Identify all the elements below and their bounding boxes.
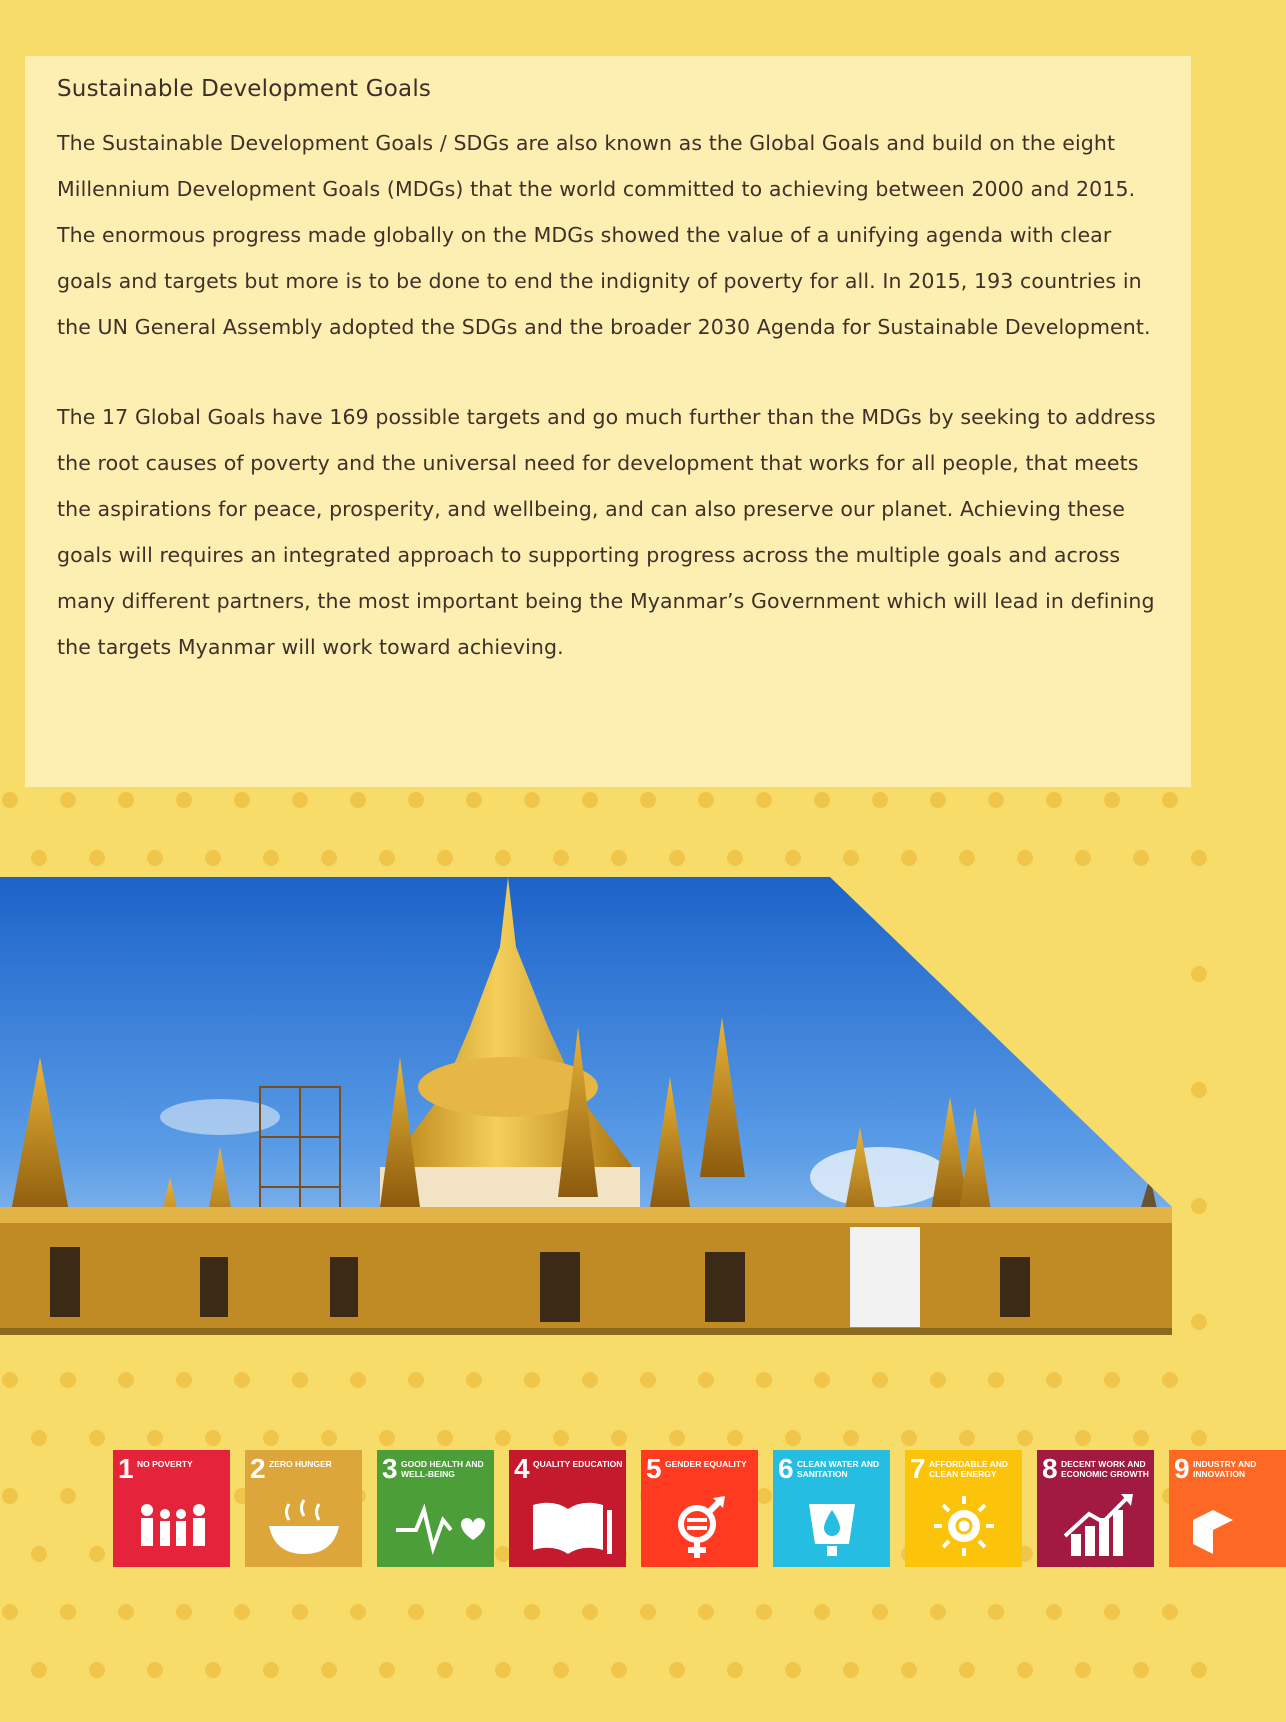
polka-dot — [611, 850, 627, 866]
page-title: Sustainable Development Goals — [57, 76, 432, 102]
polka-dot — [843, 850, 859, 866]
polka-dot — [1104, 1372, 1120, 1388]
polka-dot — [176, 792, 192, 808]
polka-dot — [321, 1430, 337, 1446]
polka-dot — [930, 1604, 946, 1620]
polka-dot — [292, 792, 308, 808]
polka-dot — [263, 1662, 279, 1678]
polka-dot — [1017, 1430, 1033, 1446]
sdg-tile-7 — [905, 1450, 1022, 1567]
polka-dot — [582, 1372, 598, 1388]
polka-dot — [1191, 1314, 1207, 1330]
polka-dot — [1104, 792, 1120, 808]
water-drop-icon — [787, 1490, 877, 1560]
text-panel — [25, 56, 1191, 787]
polka-dot — [756, 792, 772, 808]
polka-dot — [1162, 792, 1178, 808]
polka-dot — [89, 1662, 105, 1678]
polka-dot — [379, 1662, 395, 1678]
polka-dot — [814, 792, 830, 808]
polka-dot — [611, 1662, 627, 1678]
polka-dot — [930, 792, 946, 808]
polka-dot — [1046, 1372, 1062, 1388]
polka-dot — [2, 792, 18, 808]
polka-dot — [1075, 1430, 1091, 1446]
polka-dot — [466, 1372, 482, 1388]
polka-dot — [524, 1604, 540, 1620]
polka-dot — [959, 1662, 975, 1678]
polka-dot — [524, 1372, 540, 1388]
sdg-tile-2 — [245, 1450, 362, 1567]
polka-dot — [234, 792, 250, 808]
polka-dot — [60, 1604, 76, 1620]
sdg-label: ZERO HUNGER — [269, 1459, 332, 1469]
polka-dot — [988, 792, 1004, 808]
sdg-label: GENDER EQUALITY — [665, 1459, 747, 1469]
polka-dot — [669, 1662, 685, 1678]
book-icon — [523, 1490, 613, 1560]
polka-dot — [959, 1430, 975, 1446]
polka-dot — [1075, 1662, 1091, 1678]
polka-dot — [872, 1372, 888, 1388]
sdg-tile-3 — [377, 1450, 494, 1567]
polka-dot — [611, 1430, 627, 1446]
polka-dot — [89, 1430, 105, 1446]
polka-dot — [147, 1430, 163, 1446]
polka-dot — [1017, 850, 1033, 866]
polka-dot — [205, 1430, 221, 1446]
polka-dot — [31, 1546, 47, 1562]
polka-dot — [727, 1430, 743, 1446]
polka-dot — [205, 850, 221, 866]
polka-dot — [1075, 850, 1091, 866]
polka-dot — [582, 792, 598, 808]
polka-dot — [640, 1372, 656, 1388]
polka-dot — [1191, 850, 1207, 866]
polka-dot — [147, 850, 163, 866]
growth-chart-icon — [1051, 1490, 1141, 1560]
polka-dot — [698, 1372, 714, 1388]
polka-dot — [466, 792, 482, 808]
polka-dot — [466, 1604, 482, 1620]
sdg-tile-8 — [1037, 1450, 1154, 1567]
polka-dot — [31, 850, 47, 866]
polka-dot — [1191, 1082, 1207, 1098]
polka-dot — [60, 1372, 76, 1388]
polka-dot — [60, 792, 76, 808]
sdg-number: 9 — [1174, 1453, 1190, 1484]
polka-dot — [814, 1604, 830, 1620]
polka-dot — [2, 1372, 18, 1388]
paragraph-intro: The Sustainable Development Goals / SDGs are also known as the Global Goals and build on the eight Millennium Development Goals (MDGs) that the world committed to achieving between 2000 and 2015. The enormous progress made globally on the MDGs showed the value of a unifying agenda with clear goals and targets but more is to be done to end the indignity of poverty for all. In 2015, 193 countries in the UN General Assembly adopted the SDGs and the broader 2030 Agenda for Sustainable Development. — [57, 131, 1151, 339]
sdg-label: QUALITY EDUCATION — [533, 1459, 623, 1469]
polka-dot — [118, 792, 134, 808]
sdg-label: NO POVERTY — [137, 1459, 193, 1469]
polka-dot — [1191, 966, 1207, 982]
polka-dot — [205, 1662, 221, 1678]
sdg-number: 3 — [382, 1453, 398, 1484]
polka-dot — [640, 1604, 656, 1620]
polka-dot — [234, 1604, 250, 1620]
sdg-number: 2 — [250, 1453, 266, 1484]
sdg-tile-5 — [641, 1450, 758, 1567]
polka-dot — [263, 1430, 279, 1446]
polka-dot — [582, 1604, 598, 1620]
gender-icon — [655, 1490, 745, 1560]
polka-dot — [321, 1662, 337, 1678]
sdg-tile-4 — [509, 1450, 626, 1567]
sdg-number: 1 — [118, 1453, 134, 1484]
polka-dot — [350, 792, 366, 808]
polka-dot — [698, 792, 714, 808]
polka-dot — [959, 850, 975, 866]
polka-dot — [1191, 1198, 1207, 1214]
family-icon — [127, 1490, 217, 1560]
polka-dot — [1162, 1604, 1178, 1620]
polka-dot — [901, 1430, 917, 1446]
polka-dot — [698, 1604, 714, 1620]
polka-dot — [930, 1372, 946, 1388]
polka-dot — [872, 792, 888, 808]
polka-dot — [176, 1372, 192, 1388]
photo-bottom-edge — [0, 1328, 1172, 1335]
polka-dot — [118, 1372, 134, 1388]
polka-dot — [1191, 1430, 1207, 1446]
sdg-tile-1 — [113, 1450, 230, 1567]
polka-dot — [640, 792, 656, 808]
polka-dot — [263, 850, 279, 866]
sdg-tile-6 — [773, 1450, 890, 1567]
polka-dot — [1104, 1604, 1120, 1620]
sdg-label: GOOD HEALTH AND WELL-BEING — [401, 1459, 484, 1479]
polka-dot — [147, 1662, 163, 1678]
polka-dot — [727, 850, 743, 866]
polka-dot — [1133, 1662, 1149, 1678]
bowl-icon — [259, 1490, 349, 1560]
polka-dot — [1162, 1372, 1178, 1388]
shwedagon-pagoda-photo — [0, 877, 1172, 1334]
polka-dot — [785, 850, 801, 866]
sdg-label: CLEAN WATER AND SANITATION — [797, 1459, 880, 1479]
polka-dot — [988, 1604, 1004, 1620]
polka-dot — [321, 850, 337, 866]
polka-dot — [756, 1604, 772, 1620]
polka-dot — [1046, 792, 1062, 808]
polka-dot — [118, 1604, 134, 1620]
polka-dot — [350, 1372, 366, 1388]
polka-dot — [176, 1604, 192, 1620]
sdg-number: 7 — [910, 1453, 926, 1484]
polka-dot — [669, 1430, 685, 1446]
polka-dot — [408, 1604, 424, 1620]
polka-dot — [495, 1430, 511, 1446]
polka-dot — [31, 1430, 47, 1446]
polka-dot — [89, 1546, 105, 1562]
polka-dot — [843, 1430, 859, 1446]
polka-dot — [553, 1430, 569, 1446]
polka-dot — [350, 1604, 366, 1620]
polka-dot — [437, 850, 453, 866]
polka-dot — [524, 792, 540, 808]
paragraph-targets: The 17 Global Goals have 169 possible targets and go much further than the MDGs by seeking to address the root causes of poverty and the universal need for development that works for all people, that meets the aspirations for peace, prosperity, and wellbeing, and can also preserve our planet. Achieving these goals will requires an integrated approach to supporting progress across the multiple goals and across many different partners, the most important being the Myanmar’s Government which will lead in defining the targets Myanmar will work toward achieving. — [57, 405, 1156, 659]
polka-dot — [31, 1662, 47, 1678]
polka-dot — [292, 1372, 308, 1388]
polka-dot — [495, 1662, 511, 1678]
polka-dot — [1046, 1604, 1062, 1620]
polka-dot — [292, 1604, 308, 1620]
polka-dot — [901, 850, 917, 866]
polka-dot — [901, 1662, 917, 1678]
sdg-tile-9 — [1169, 1450, 1286, 1567]
polka-dot — [408, 792, 424, 808]
polka-dot — [872, 1604, 888, 1620]
sdg-label: AFFORDABLE AND CLEAN ENERGY — [929, 1459, 1009, 1479]
sdg-number: 8 — [1042, 1453, 1058, 1484]
polka-dot — [669, 850, 685, 866]
polka-dot — [553, 850, 569, 866]
polka-dot — [814, 1372, 830, 1388]
polka-dot — [89, 850, 105, 866]
polka-dot — [988, 1372, 1004, 1388]
polka-dot — [785, 1662, 801, 1678]
polka-dot — [1133, 1430, 1149, 1446]
polka-dot — [553, 1662, 569, 1678]
polka-dot — [1133, 850, 1149, 866]
sdg-number: 6 — [778, 1453, 794, 1484]
polka-dot — [495, 850, 511, 866]
polka-dot — [408, 1372, 424, 1388]
polka-dot — [2, 1604, 18, 1620]
polka-dot — [843, 1662, 859, 1678]
polka-dot — [756, 1372, 772, 1388]
sdg-number: 4 — [514, 1453, 530, 1484]
cubes-icon — [1183, 1490, 1273, 1560]
polka-dot — [727, 1662, 743, 1678]
polka-dot — [437, 1662, 453, 1678]
polka-dot — [379, 1430, 395, 1446]
sdg-icon-row — [113, 1450, 1257, 1567]
polka-dot — [60, 1488, 76, 1504]
sdg-label: INDUSTRY AND INNOVATION — [1193, 1459, 1257, 1479]
polka-dot — [234, 1372, 250, 1388]
sun-power-icon — [919, 1490, 1009, 1560]
polka-dot — [2, 1488, 18, 1504]
sdg-label: DECENT WORK AND ECONOMIC GROWTH — [1061, 1459, 1149, 1479]
polka-dot — [379, 850, 395, 866]
polka-dot — [785, 1430, 801, 1446]
polka-dot — [1191, 1662, 1207, 1678]
polka-dot — [437, 1430, 453, 1446]
heartbeat-icon — [391, 1490, 481, 1560]
sdg-number: 5 — [646, 1453, 662, 1484]
polka-dot — [1017, 1662, 1033, 1678]
